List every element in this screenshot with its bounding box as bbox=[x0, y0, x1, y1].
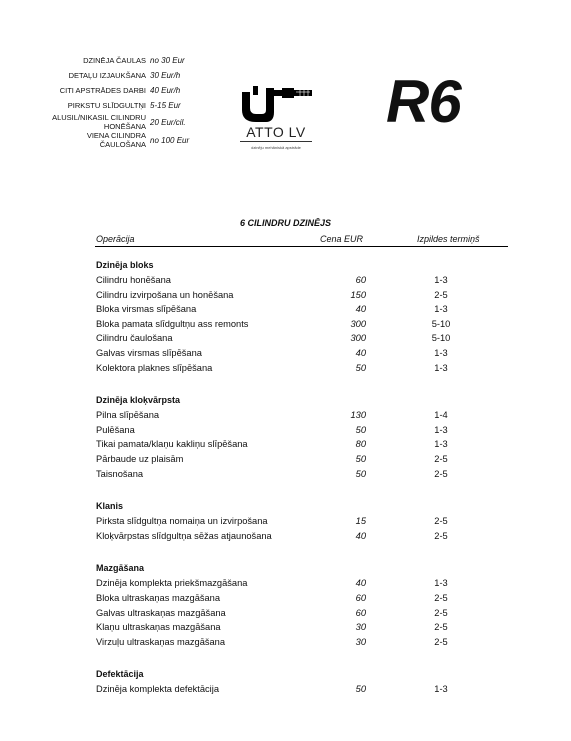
table-row bbox=[96, 529, 516, 544]
row-name: Bloka virsmas slīpēšana bbox=[96, 304, 197, 315]
row-name: Bloka ultraskaņas mazgāšana bbox=[96, 592, 221, 603]
row-term: 1-3 bbox=[434, 347, 448, 358]
row-term: 1-4 bbox=[434, 410, 448, 421]
table-row bbox=[96, 576, 516, 591]
section-title: Defektācija bbox=[96, 669, 144, 680]
row-term: 2-5 bbox=[434, 289, 448, 300]
row-term: 1-3 bbox=[434, 578, 448, 589]
table-row bbox=[96, 331, 516, 346]
row-term: 1-3 bbox=[434, 304, 448, 315]
row-term: 2-5 bbox=[434, 468, 448, 479]
row-name: Virzuļu ultraskaņas mazgāšana bbox=[96, 636, 226, 647]
table-row bbox=[96, 591, 516, 606]
row-price: 40 bbox=[355, 304, 366, 315]
row-price: 80 bbox=[355, 439, 366, 450]
row-name: Galvas ultraskaņas mazgāšana bbox=[96, 607, 226, 618]
row-price: 50 bbox=[355, 453, 366, 464]
row-name: Cilindru honēšana bbox=[96, 275, 171, 285]
row-name: Kolektora plaknes slīpēšana bbox=[96, 362, 213, 373]
rate-value: 20 Eur/cil. bbox=[150, 117, 186, 127]
logo-name: ATTO LV bbox=[246, 124, 306, 140]
row-term: 2-5 bbox=[434, 516, 448, 527]
table-row bbox=[96, 317, 516, 332]
model-title: R6 bbox=[386, 68, 461, 135]
row-term: 2-5 bbox=[434, 622, 448, 633]
rate-value: no 100 Eur bbox=[150, 135, 190, 145]
row-term: 5-10 bbox=[431, 333, 451, 344]
table-title: 6 CILINDRU DZINĒJS bbox=[239, 218, 331, 228]
row-term: 2-5 bbox=[434, 530, 448, 541]
row-name: Kloķvārpstas slīdgultņa sēžas atjaunošana bbox=[96, 530, 272, 541]
row-price: 15 bbox=[355, 516, 366, 527]
row-term: 1-3 bbox=[434, 275, 448, 285]
rate-label: DETAĻU IZJAUKŠANA bbox=[68, 71, 146, 80]
row-term: 2-5 bbox=[434, 592, 448, 603]
price-section bbox=[96, 393, 516, 481]
row-term: 1-3 bbox=[434, 362, 448, 373]
row-name: Cilindru čaulošana bbox=[96, 333, 173, 344]
price-section bbox=[96, 258, 516, 375]
row-name: Pulēšana bbox=[96, 424, 135, 435]
rate-label: PIRKSTU SLĪDGULTŅI bbox=[67, 101, 146, 110]
table-row bbox=[96, 682, 516, 697]
header-price: Cena EUR bbox=[320, 234, 364, 244]
section-title: Dzinēja bloks bbox=[96, 260, 154, 270]
row-term: 2-5 bbox=[434, 607, 448, 618]
row-name: Bloka pamata slīdgultņu ass remonts bbox=[96, 318, 249, 329]
row-price: 60 bbox=[355, 607, 366, 618]
row-price: 40 bbox=[355, 530, 366, 541]
rate-row bbox=[50, 98, 220, 113]
row-name: Taisnošana bbox=[96, 468, 144, 479]
rate-row bbox=[50, 53, 220, 68]
row-name: Cilindru izvirpošana un honēšana bbox=[96, 289, 234, 300]
table-row bbox=[96, 437, 516, 452]
row-price: 40 bbox=[355, 578, 366, 589]
row-price: 130 bbox=[350, 410, 366, 421]
rate-value: no 30 Eur bbox=[150, 56, 185, 65]
price-sections bbox=[96, 258, 516, 715]
row-term: 1-3 bbox=[434, 439, 448, 450]
row-name: Pirksta slīdgultņa nomaiņa un izvirpošana bbox=[96, 516, 268, 527]
row-term: 2-5 bbox=[434, 453, 448, 464]
section-title: Dzinēja kloķvārpsta bbox=[96, 395, 181, 406]
row-price: 50 bbox=[355, 424, 366, 435]
table-row bbox=[96, 452, 516, 467]
table-row bbox=[96, 346, 516, 361]
rate-label: CITI APSTRĀDES DARBI bbox=[59, 86, 146, 95]
table-row bbox=[96, 273, 516, 288]
rate-row bbox=[50, 68, 220, 83]
row-term: 5-10 bbox=[431, 318, 451, 329]
row-term: 2-5 bbox=[434, 636, 448, 647]
row-name: Klaņu ultraskaņas mazgāšana bbox=[96, 622, 221, 633]
header-operation: Operācija bbox=[96, 234, 135, 244]
row-price: 60 bbox=[355, 275, 366, 285]
row-name: Pārbaude uz plaisām bbox=[96, 453, 184, 464]
price-section bbox=[96, 499, 516, 543]
row-name: Galvas virsmas slīpēšana bbox=[96, 347, 202, 358]
section-title: Mazgāšana bbox=[96, 563, 145, 574]
row-price: 40 bbox=[355, 347, 366, 358]
row-price: 50 bbox=[355, 684, 366, 695]
header-term: Izpildes termiņš bbox=[417, 234, 480, 244]
table-row bbox=[96, 514, 516, 529]
row-price: 50 bbox=[355, 468, 366, 479]
row-price: 50 bbox=[355, 362, 366, 373]
rate-value: 5-15 Eur bbox=[150, 101, 181, 110]
row-price: 300 bbox=[350, 318, 366, 329]
row-price: 30 bbox=[355, 636, 366, 647]
table-row bbox=[96, 361, 516, 376]
table-row bbox=[96, 423, 516, 438]
rates-list bbox=[50, 53, 220, 149]
row-price: 300 bbox=[350, 333, 366, 344]
table-row bbox=[96, 302, 516, 317]
table-row bbox=[96, 635, 516, 650]
table-row bbox=[96, 620, 516, 635]
table-row bbox=[96, 467, 516, 482]
rate-value: 30 Eur/h bbox=[150, 71, 181, 80]
row-price: 30 bbox=[355, 622, 366, 633]
rate-row bbox=[50, 131, 220, 149]
rate-label: ALUSIL/NIKASIL CILINDRU HONĒŠANA bbox=[52, 113, 146, 131]
table-row bbox=[96, 606, 516, 621]
row-name: Dzinēja komplekta defektācija bbox=[96, 684, 219, 695]
logo-tagline: dzinēju mehāniskā apstrāde bbox=[251, 145, 301, 150]
price-section bbox=[96, 667, 516, 697]
rate-row bbox=[50, 83, 220, 98]
row-price: 60 bbox=[355, 592, 366, 603]
row-name: Dzinēja komplekta priekšmazgāšana bbox=[96, 578, 248, 589]
price-section bbox=[96, 561, 516, 649]
table-row bbox=[96, 408, 516, 423]
rate-label: DZINĒJA ČAULAS bbox=[83, 56, 146, 65]
rate-value: 40 Eur/h bbox=[150, 86, 181, 95]
row-term: 1-3 bbox=[434, 684, 448, 695]
rate-row bbox=[50, 113, 220, 131]
logo-divider bbox=[240, 141, 312, 142]
row-name: Pilna slīpēšana bbox=[96, 410, 160, 421]
table-row bbox=[96, 288, 516, 303]
row-term: 1-3 bbox=[434, 424, 448, 435]
row-name: Tikai pamata/klaņu kakliņu slīpēšana bbox=[96, 439, 248, 450]
row-price: 150 bbox=[350, 289, 366, 300]
rate-label: VIENA CILINDRA ČAULOŠANA bbox=[86, 131, 146, 149]
section-title: Klanis bbox=[96, 501, 124, 512]
table-header bbox=[95, 234, 508, 247]
